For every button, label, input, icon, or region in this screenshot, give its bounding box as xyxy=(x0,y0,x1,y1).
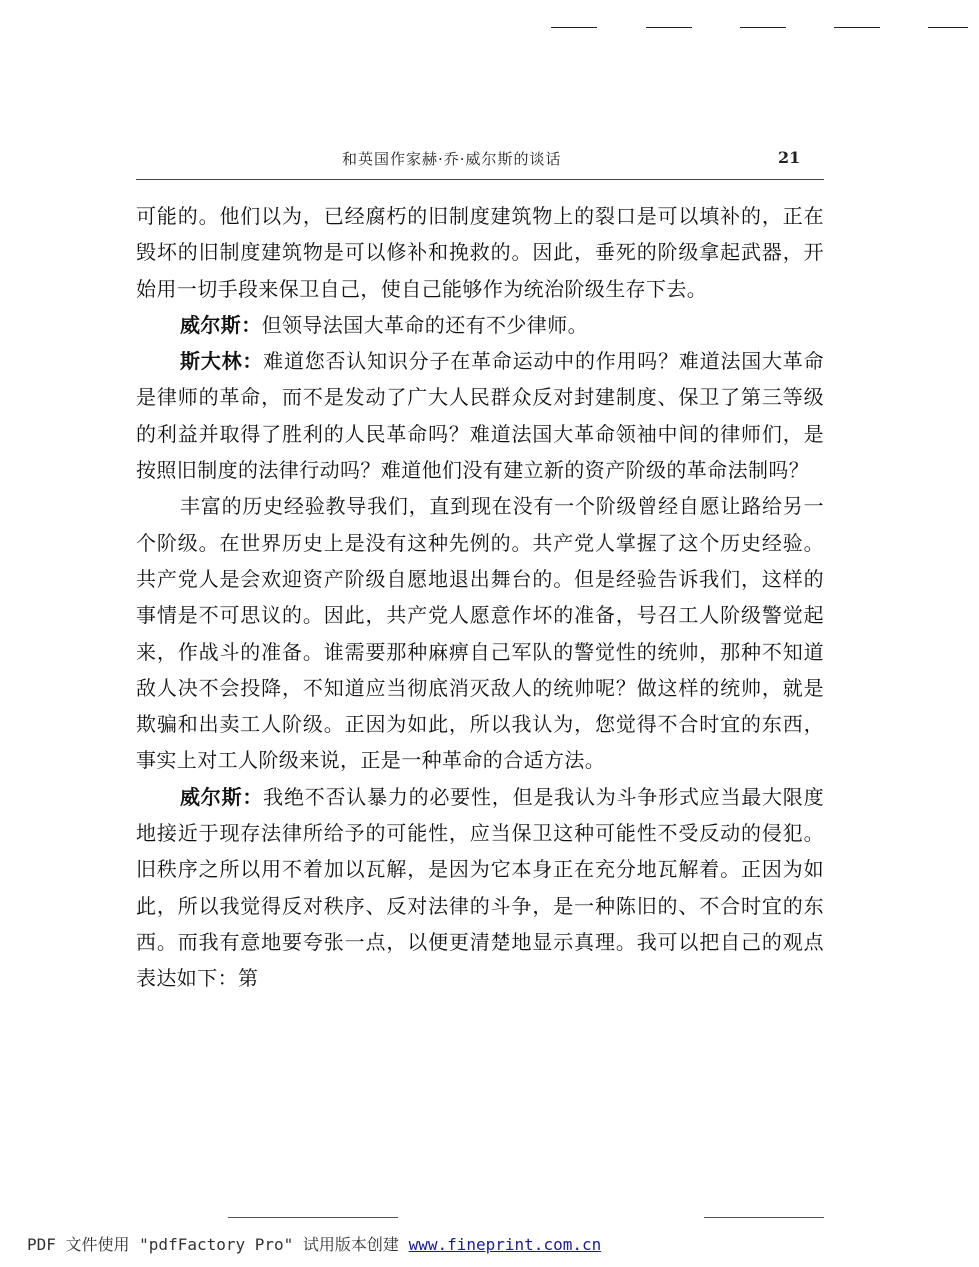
top-rule-segment xyxy=(740,27,786,28)
top-rule-segment xyxy=(551,27,597,28)
paragraph-text: 可能的。他们以为，已经腐朽的旧制度建筑物上的裂口是可以填补的，正在毁坏的旧制度建筑物是可以修补和挽救的。因此，垂死的阶级拿起武器，开始用一切手段来保卫自己，使自己能够作为统治阶级生存下去。 xyxy=(136,204,824,301)
paragraph xyxy=(136,198,824,307)
speaker-label: 斯大林： xyxy=(180,349,264,374)
speaker-label: 威尔斯： xyxy=(180,312,262,337)
top-rule-segment xyxy=(928,27,968,28)
top-rule-segment xyxy=(834,27,880,28)
running-title: 和英国作家赫·乔·威尔斯的谈话 xyxy=(342,150,562,168)
footer-link[interactable]: www.fineprint.com.cn xyxy=(408,1235,602,1254)
speaker-label: 威尔斯： xyxy=(180,784,264,809)
paragraph xyxy=(136,488,824,778)
page-body xyxy=(136,198,824,997)
bottom-rule-segment xyxy=(704,1217,824,1218)
paragraph-text: 丰富的历史经验教导我们，直到现在没有一个阶级曾经自愿让路给另一个阶级。在世界历史上是没有这种先例的。共产党人掌握了这个历史经验。共产党人是会欢迎资产阶级自愿地退出舞台的。但是经验告诉我们，这样的事情是不可思议的。因此，共产党人愿意作坏的准备，号召工人阶级警觉起来，作战斗的准备。谁需要那种麻痹自己军队的警觉性的统帅，那种不知道敌人决不会投降，不知道应当彻底消灭敌人的统帅呢？做这样的统帅，就是欺骗和出卖工人阶级。正因为如此，所以我认为，您觉得不合时宜的东西，事实上对工人阶级来说，正是一种革命的合适方法。 xyxy=(136,494,824,773)
paragraph-text: 我绝不否认暴力的必要性，但是我认为斗争形式应当最大限度地接近于现存法律所给予的可能性，应当保卫这种可能性不受反动的侵犯。旧秩序之所以用不着加以瓦解，是因为它本身正在充分地瓦解着。正因为如此，所以我觉得反对秩序、反对法律的斗争，是一种陈旧的、不合时宜的东西。而我有意地要夸张一点，以便更清楚地显示真理。我可以把自己的观点表达如下：第 xyxy=(136,784,824,991)
paragraph-text: 但领导法国大革命的还有不少律师。 xyxy=(261,312,589,337)
footer-note: PDF 文件使用 "pdfFactory Pro" 试用版本创建 xyxy=(27,1235,399,1254)
paragraph xyxy=(136,343,824,488)
paragraph xyxy=(136,307,824,343)
page-number: 21 xyxy=(778,148,801,167)
bottom-rule-segment xyxy=(228,1217,398,1218)
paragraph-text: 难道您否认知识分子在革命运动中的作用吗？难道法国大革命是律师的革命，而不是发动了广大人民群众反对封建制度、保卫了第三等级的利益并取得了胜利的人民革命吗？难道法国大革命领袖中间的律师们，是按照旧制度的法律行动吗？难道他们没有建立新的资产阶级的革命法制吗？ xyxy=(136,349,824,483)
header-rule xyxy=(136,179,824,180)
pdf-footer xyxy=(27,1232,601,1255)
paragraph xyxy=(136,779,824,997)
top-rule-segment xyxy=(646,27,692,28)
